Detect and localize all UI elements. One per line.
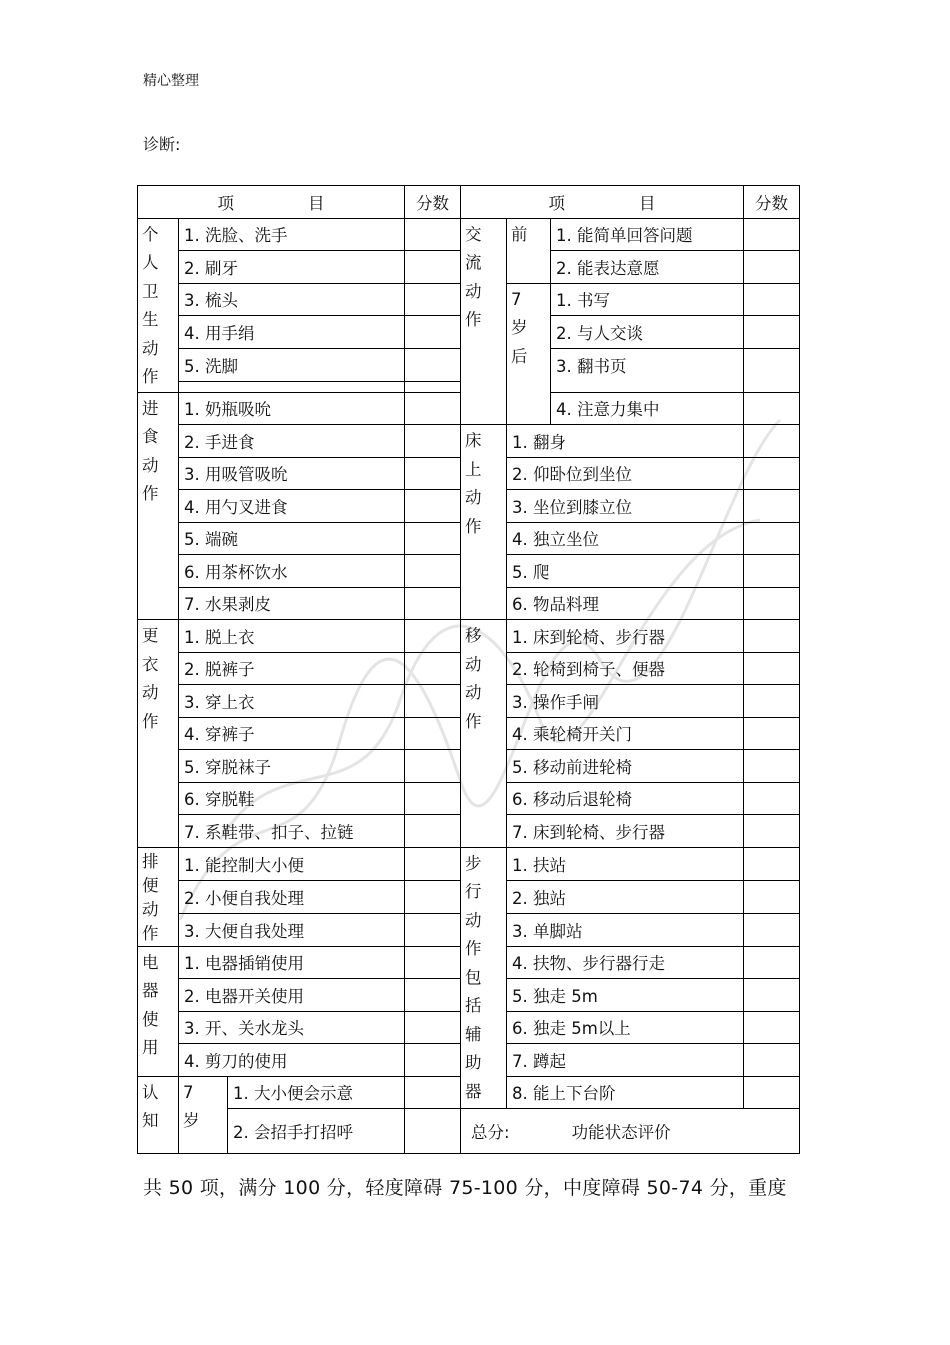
table-row [138,1109,800,1154]
score-cell[interactable] [405,1076,461,1109]
score-cell[interactable] [744,316,800,349]
score-cell[interactable] [405,685,461,718]
score-cell[interactable] [744,392,800,425]
score-cell[interactable] [405,283,461,316]
item-cell: 1. 洗脸、洗手 [179,218,405,251]
score-cell[interactable] [744,587,800,620]
score-cell[interactable] [744,782,800,815]
score-cell[interactable] [744,880,800,913]
table-row [138,218,800,251]
communication-after-label: 7岁后 [507,283,551,425]
table-row [138,847,800,880]
item-cell: 2. 会招手打招呼 [228,1109,405,1154]
score-cell[interactable] [744,522,800,555]
diagnosis-label: 诊断: [143,135,181,154]
item-cell: 6. 用茶杯饮水 [179,555,405,588]
item-cell: 5. 爬 [507,555,744,588]
item-cell: 5. 移动前进轮椅 [507,750,744,783]
right-score-header: 分数 [744,186,800,219]
score-cell[interactable] [744,750,800,783]
item-cell: 1. 脱上衣 [179,620,405,653]
category-communication: 交流动作 [461,218,507,425]
page-header: 精心整理 [143,73,199,89]
item-cell: 3. 单脚站 [507,913,744,946]
item-cell: 6. 物品料理 [507,587,744,620]
item-cell: 1. 能控制大小便 [179,847,405,880]
score-cell[interactable] [405,381,461,392]
item-cell: 6. 独走 5m以上 [507,1011,744,1044]
score-cell[interactable] [405,490,461,523]
table-row [138,425,800,458]
score-cell[interactable] [744,251,800,284]
category-transfer: 移动动作 [461,620,507,848]
status-evaluation-label: 功能状态评价 [571,1123,671,1142]
item-cell: 4. 用手绢 [179,316,405,349]
score-cell[interactable] [744,717,800,750]
item-cell: 3. 操作手闸 [507,685,744,718]
score-cell[interactable] [744,1011,800,1044]
score-cell[interactable] [405,392,461,425]
score-cell[interactable] [405,316,461,349]
category-cognition: 认知 [138,1076,179,1154]
total-score-label: 总分: [471,1123,510,1142]
item-cell: 3. 用吸管吸吮 [179,457,405,490]
score-cell[interactable] [405,1109,461,1154]
item-cell: 5. 端碗 [179,522,405,555]
item-cell: 5. 洗脚 [179,348,405,381]
right-item-header: 项 目 [461,186,744,219]
score-cell[interactable] [405,880,461,913]
item-cell: 4. 穿裤子 [179,717,405,750]
item-cell: 2. 刷牙 [179,251,405,284]
score-cell[interactable] [744,652,800,685]
item-cell: 6. 移动后退轮椅 [507,782,744,815]
score-cell[interactable] [744,490,800,523]
item-cell: 8. 能上下台阶 [507,1076,744,1109]
score-cell[interactable] [405,750,461,783]
item-cell: 4. 独立坐位 [507,522,744,555]
score-cell[interactable] [405,815,461,848]
item-cell: 4. 注意力集中 [551,392,744,425]
item-cell: 2. 仰卧位到坐位 [507,457,744,490]
item-cell: 6. 穿脱鞋 [179,782,405,815]
item-cell: 2. 能表达意愿 [551,251,744,284]
score-cell[interactable] [744,620,800,653]
score-cell[interactable] [405,913,461,946]
score-cell[interactable] [744,425,800,458]
summary-cell [461,1109,800,1154]
left-item-header: 项 目 [138,186,405,219]
item-cell: 3. 坐位到膝立位 [507,490,744,523]
table-row [138,620,800,653]
communication-before-label: 前 [507,218,551,283]
score-cell[interactable] [405,218,461,251]
score-cell[interactable] [744,847,800,880]
score-cell[interactable] [405,620,461,653]
item-cell: 3. 梳头 [179,283,405,316]
item-cell: 1. 书写 [551,283,744,316]
item-cell: 7. 水果剥皮 [179,587,405,620]
item-cell: 2. 电器开关使用 [179,979,405,1012]
score-cell[interactable] [405,522,461,555]
header-row [138,186,800,219]
item-cell: 7. 蹲起 [507,1044,744,1077]
score-cell[interactable] [405,587,461,620]
item-cell: 1. 能简单回答问题 [551,218,744,251]
score-cell[interactable] [405,717,461,750]
item-cell: 3. 开、关水龙头 [179,1011,405,1044]
category-eating: 进食动作 [138,392,179,620]
item-cell: 2. 手进食 [179,425,405,458]
score-cell[interactable] [744,946,800,979]
score-cell[interactable] [405,847,461,880]
score-cell[interactable] [744,1076,800,1109]
cognition-age-label: 7岁 [179,1076,228,1154]
score-cell[interactable] [744,283,800,316]
item-cell: 2. 轮椅到椅子、便器 [507,652,744,685]
category-self-care: 个人卫生动作 [138,218,179,392]
score-cell[interactable] [744,348,800,392]
item-cell: 3. 大便自我处理 [179,913,405,946]
item-cell: 4. 扶物、步行器行走 [507,946,744,979]
score-cell[interactable] [744,685,800,718]
score-cell[interactable] [744,913,800,946]
category-bed: 床上动作 [461,425,507,620]
score-cell[interactable] [744,1044,800,1077]
item-cell: 1. 电器插销使用 [179,946,405,979]
score-cell[interactable] [744,457,800,490]
category-dressing: 更衣动作 [138,620,179,848]
score-cell[interactable] [744,218,800,251]
score-cell[interactable] [405,946,461,979]
category-walking: 步行动作包括辅助器 [461,847,507,1109]
item-cell: 1. 扶站 [507,847,744,880]
scoring-note: 共 50 项，满分 100 分，轻度障碍 75-100 分，中度障碍 50-74 分，重度 [143,1177,787,1199]
score-cell[interactable] [405,251,461,284]
item-cell: 3. 穿上衣 [179,685,405,718]
item-cell: 2. 小便自我处理 [179,880,405,913]
item-cell: 2. 独站 [507,880,744,913]
score-cell[interactable] [405,652,461,685]
score-cell[interactable] [405,348,461,381]
score-cell[interactable] [744,815,800,848]
item-cell: 5. 穿脱袜子 [179,750,405,783]
item-cell: 3. 翻书页 [551,348,744,392]
item-cell: 4. 剪刀的使用 [179,1044,405,1077]
score-cell[interactable] [405,979,461,1012]
item-cell: 1. 翻身 [507,425,744,458]
item-cell-empty [179,381,405,392]
item-cell: 2. 脱裤子 [179,652,405,685]
score-cell[interactable] [405,555,461,588]
item-cell: 7. 床到轮椅、步行器 [507,815,744,848]
item-cell: 7. 系鞋带、扣子、拉链 [179,815,405,848]
item-cell: 5. 独走 5m [507,979,744,1012]
left-score-header: 分数 [405,186,461,219]
category-appliance: 电器使用 [138,946,179,1076]
item-cell: 4. 用勺叉进食 [179,490,405,523]
score-cell[interactable] [405,425,461,458]
item-cell: 4. 乘轮椅开关门 [507,717,744,750]
item-cell: 1. 大小便会示意 [228,1076,405,1109]
score-cell[interactable] [405,782,461,815]
evaluation-table [137,185,800,1154]
score-cell[interactable] [744,555,800,588]
score-cell[interactable] [405,1011,461,1044]
score-cell[interactable] [744,979,800,1012]
item-cell: 1. 奶瓶吸吮 [179,392,405,425]
item-cell: 1. 床到轮椅、步行器 [507,620,744,653]
score-cell[interactable] [405,1044,461,1077]
score-cell[interactable] [405,457,461,490]
category-toileting: 排便动作 [138,847,179,946]
item-cell: 2. 与人交谈 [551,316,744,349]
